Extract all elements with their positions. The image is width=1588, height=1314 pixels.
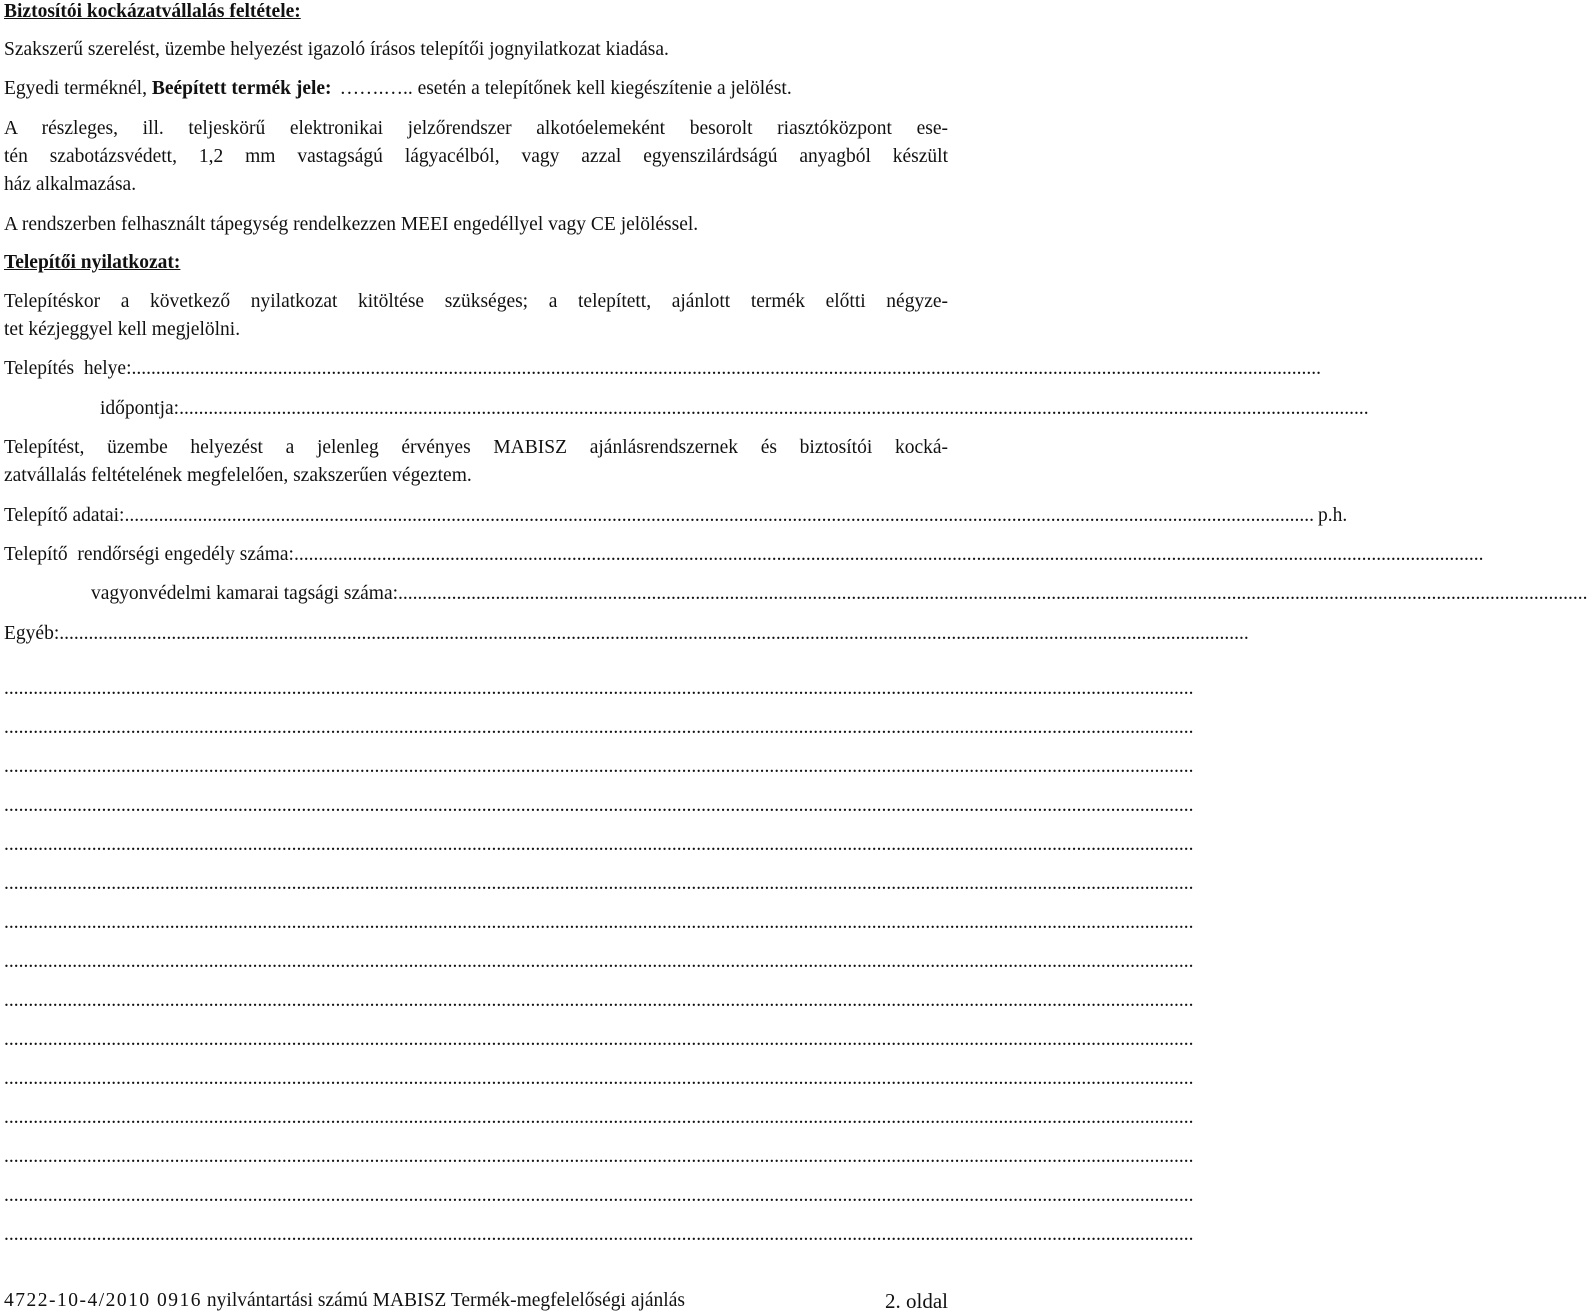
field-telepites-helye[interactable] <box>4 357 1322 381</box>
field-rendorsegi-engedely[interactable] <box>4 543 1484 567</box>
dotted-blank: .................................................................................................................................................................................................................................................... <box>179 398 1369 419</box>
text-egyedi-dots: …….….. <box>339 78 413 99</box>
page-footer <box>4 1289 948 1313</box>
label-idopontja: időpontja: <box>100 398 180 419</box>
field-kamarai-tagsagi[interactable] <box>4 582 1588 606</box>
text-egyedi-post: esetén a telepítőnek kell kiegészítenie a jelölést. <box>412 78 792 99</box>
label-kamarai-tagsagi: vagyonvédelmi kamarai tagsági száma: <box>91 583 399 604</box>
text-egyedi-termek <box>4 77 948 101</box>
footer-registration-code: 4722-10-4/2010 0916 <box>4 1290 203 1311</box>
text-szakszeru: Szakszerű szerelést, üzembe helyezést igazoló írásos telepítői jognyilatkozat kiadása. <box>4 39 669 60</box>
text-tapegyseg: A rendszerben felhasznált tápegység rendelkezzen MEEI engedéllyel vagy CE jelöléssel. <box>4 214 699 235</box>
footer-text: nyilvántartási számú MABISZ Termék-megfelelőségi ajánlás <box>206 1290 685 1311</box>
dotted-blank-line[interactable]: .................................................................................................................................................................................................................................................... <box>4 873 1194 894</box>
dotted-blank-line[interactable]: .................................................................................................................................................................................................................................................... <box>4 756 1194 777</box>
label-rendorsegi-engedely: Telepítő rendőrségi engedély száma: <box>4 544 294 565</box>
text-reszleges-line-2: tén szabotázsvédett, 1,2 mm vastagságú lágyacélból, vagy azzal egyenszilárdságú anyagból készült <box>4 146 948 167</box>
label-ph: p.h. <box>1317 505 1348 526</box>
dotted-blank-line[interactable]: .................................................................................................................................................................................................................................................... <box>4 1224 1194 1245</box>
field-egyeb[interactable] <box>4 622 1249 646</box>
dotted-blank: .................................................................................................................................................................................................................................................... <box>398 583 1588 604</box>
label-telepites-helye: Telepítés helye: <box>4 358 132 379</box>
dotted-blank-line[interactable]: .................................................................................................................................................................................................................................................... <box>4 834 1194 855</box>
dotted-blank-line[interactable]: .................................................................................................................................................................................................................................................... <box>4 1029 1194 1050</box>
text-telepiteskor-line-1: Telepítéskor a következő nyilatkozat kitöltése szükséges; a telepített, ajánlott termék előtti négyze- <box>4 291 948 312</box>
dotted-blank-line[interactable]: .................................................................................................................................................................................................................................................... <box>4 912 1194 933</box>
field-telepito-adatai[interactable] <box>4 504 1348 528</box>
dotted-blank: .................................................................................................................................................................................................................................................... <box>131 358 1322 379</box>
dotted-blank-line[interactable]: .................................................................................................................................................................................................................................................... <box>4 1146 1194 1167</box>
dotted-blank-line[interactable]: .................................................................................................................................................................................................................................................... <box>4 678 1194 699</box>
text-telepitest-line-2: zatvállalás feltételének megfelelően, szakszerűen végeztem. <box>4 465 472 486</box>
dotted-blank: .................................................................................................................................................................................................................................................... <box>124 505 1314 526</box>
heading-telepitoi-nyilatkozat: Telepítői nyilatkozat: <box>4 252 181 273</box>
label-egyeb: Egyéb: <box>4 623 60 644</box>
text-telepiteskor-line-2: tet kézjeggyel kell megjelölni. <box>4 319 241 340</box>
text-egyedi-pre: Egyedi terméknél, <box>4 78 152 99</box>
dotted-blank: .................................................................................................................................................................................................................................................... <box>293 544 1484 565</box>
footer-page-number: 2. oldal <box>885 1289 948 1313</box>
text-reszleges-line-1: A részleges, ill. teljeskörű elektronikai jelzőrendszer alkotóelemeként besorolt riasztóközpont ese- <box>4 118 948 139</box>
heading-kockazatvallalas: Biztosítói kockázatvállalás feltétele: <box>4 1 301 22</box>
dotted-blank-line[interactable]: .................................................................................................................................................................................................................................................... <box>4 951 1194 972</box>
dotted-blank-line[interactable]: .................................................................................................................................................................................................................................................... <box>4 717 1194 738</box>
text-telepitest-line-1: Telepítést, üzembe helyezést a jelenleg érvényes MABISZ ajánlásrendszernek és biztosítói kocká- <box>4 437 948 458</box>
dotted-blank-line[interactable]: .................................................................................................................................................................................................................................................... <box>4 990 1194 1011</box>
dotted-blank-line[interactable]: .................................................................................................................................................................................................................................................... <box>4 1068 1194 1089</box>
dotted-blank: .................................................................................................................................................................................................................................................... <box>59 623 1249 644</box>
label-telepito-adatai: Telepítő adatai: <box>4 505 125 526</box>
text-beepitett-termek-jele: Beépített termék jele: <box>151 78 332 99</box>
field-idopontja[interactable] <box>4 397 1369 421</box>
dotted-blank-line[interactable]: .................................................................................................................................................................................................................................................... <box>4 795 1194 816</box>
dotted-blank-line[interactable]: .................................................................................................................................................................................................................................................... <box>4 1185 1194 1206</box>
dotted-blank-line[interactable]: .................................................................................................................................................................................................................................................... <box>4 1107 1194 1128</box>
text-reszleges-line-3: ház alkalmazása. <box>4 174 137 195</box>
